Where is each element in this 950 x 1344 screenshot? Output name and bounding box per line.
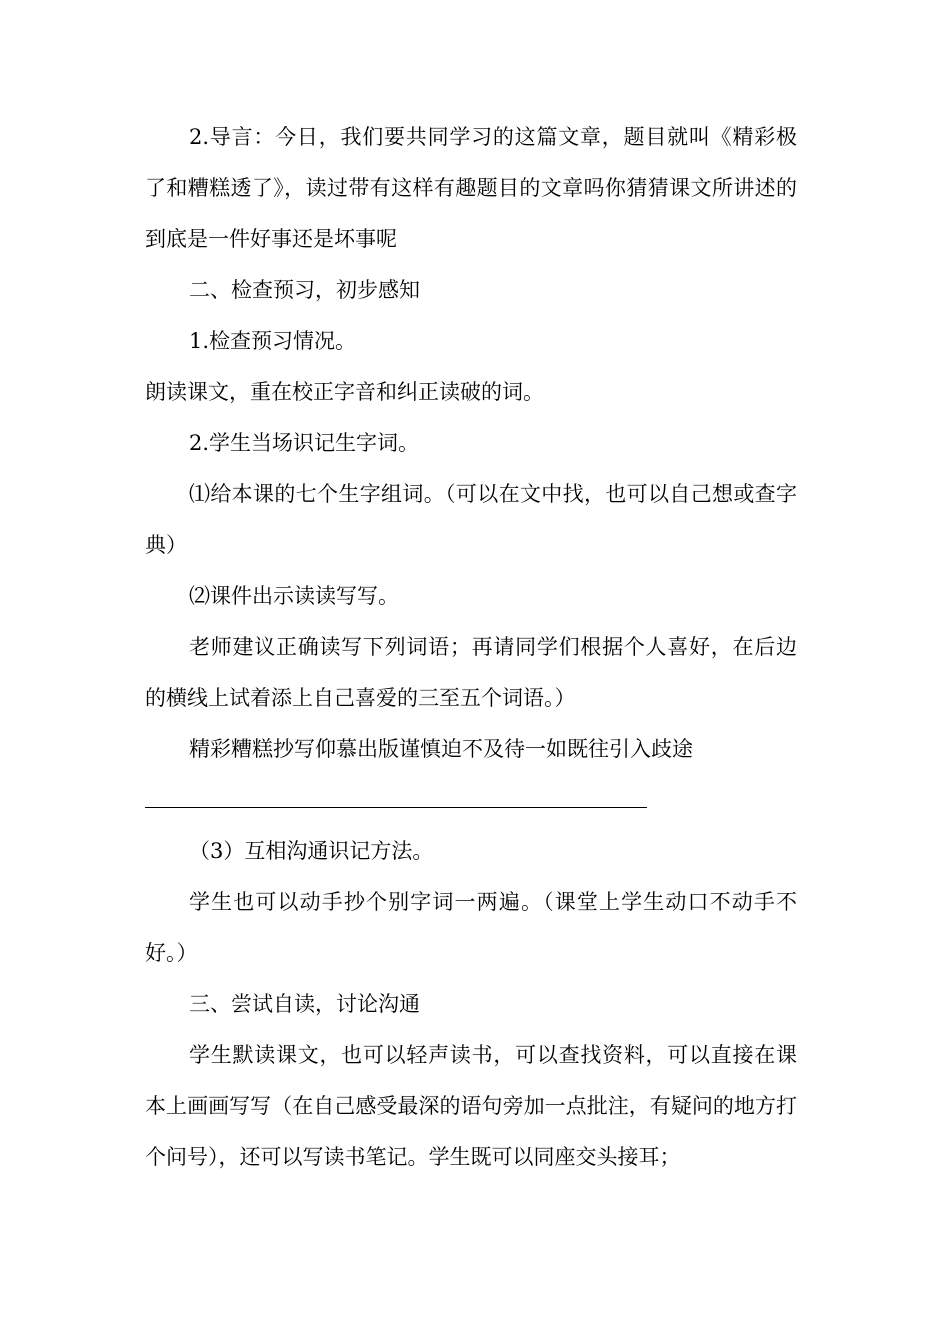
paragraph-read-aloud: 朗读课文，重在校正字音和纠正读破的词。	[145, 380, 544, 404]
fill-in-underline	[145, 807, 647, 808]
paragraph-check-preview: 1.检查预习情况。	[189, 329, 357, 353]
paragraph-introduction: 2.导言：今日，我们要共同学习的这篇文章，题目就叫《精彩极了和糟糕透了》，读过带有这样有趣题目的文章吗你猜猜课文所讲述的到底是一件好事还是坏事呢	[145, 125, 797, 251]
paragraph-form-words: ⑴给本课的七个生字组词。（可以在文中找，也可以自己想或查字典）	[145, 482, 797, 557]
paragraph-vocabulary-list: 精彩糟糕抄写仰慕出版谨慎迫不及待一如既往引入歧途	[189, 737, 693, 761]
paragraph-teacher-suggestion: 老师建议正确读写下列词语；再请同学们根据个人喜好，在后边的横线上试着添上自己喜爱的三至五个词语。）	[145, 635, 797, 710]
section-heading-preview-check: 二、检查预习，初步感知	[189, 278, 420, 302]
paragraph-copy-words: 学生也可以动手抄个别字词一两遍。（课堂上学生动口不动手不好。）	[145, 890, 797, 965]
paragraph-silent-reading: 学生默读课文，也可以轻声读书，可以查找资料，可以直接在课本上画画写写（在自己感受最深的语句旁加一点批注，有疑问的地方打个问号），还可以写读书笔记。学生既可以同座交头接耳；	[145, 1043, 797, 1169]
section-heading-self-reading: 三、尝试自读，讨论沟通	[189, 992, 420, 1016]
fill-in-line-row	[145, 775, 797, 826]
document-body	[145, 112, 797, 1183]
paragraph-memorize-words: 2.学生当场识记生字词。	[189, 431, 420, 455]
paragraph-share-methods: （3）互相沟通识记方法。	[189, 839, 434, 863]
paragraph-courseware: ⑵课件出示读读写写。	[189, 584, 399, 608]
